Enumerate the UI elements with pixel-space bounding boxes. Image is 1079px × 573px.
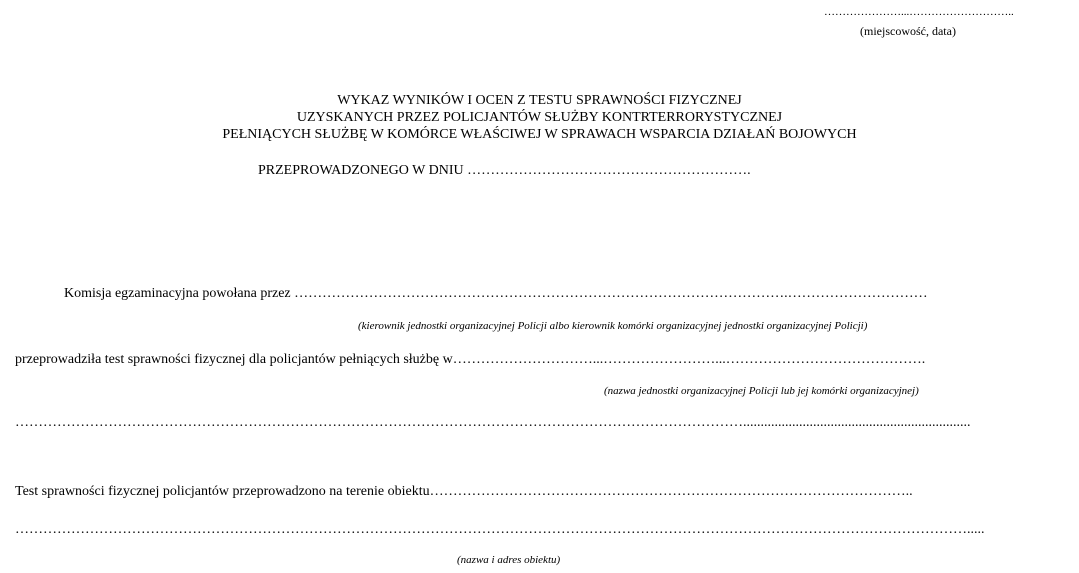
commission-line: Komisja egzaminacyjna powołana przez …………………………………………………………………………………………….………………………… <box>64 286 928 301</box>
document-title-line-2: UZYSKANYCH PRZEZ POLICJANTÓW SŁUŻBY KONTRTERRORYSTYCZNEJ <box>296 110 783 125</box>
document-title-line-1: WYKAZ WYNIKÓW I OCEN Z TESTU SPRAWNOŚCI FIZYCZNEJ <box>337 93 742 108</box>
place-date-field: …………………...……………………….. <box>824 6 1014 18</box>
document-title-line-3: PEŁNIĄCYCH SŁUŻBĘ W KOMÓRCE WŁAŚCIWEJ W SPRAWACH WSPARCIA DZIAŁAŃ BOJOWYCH <box>222 127 857 142</box>
place-date-label: (miejscowość, data) <box>860 24 956 38</box>
unit-hint: (nazwa jednostki organizacyjnej Policji lub jej komórki organizacyjnej) <box>604 385 919 397</box>
object-hint: (nazwa i adres obiektu) <box>457 554 561 566</box>
unit-continuation-line: …………………………………………………………………………………………………………………………………………................................................................. <box>15 415 971 430</box>
unit-line: przeprowadziła test sprawności fizycznej dla policjantów pełniących służbę w…………………………...……………………...……………………………………. <box>15 352 926 367</box>
test-date-line: PRZEPROWADZONEGO W DNIU ……………………………………………………. <box>258 163 751 178</box>
object-line: Test sprawności fizycznej policjantów przeprowadzono na terenie obiektu………………………………………………………………………………………….. <box>15 484 913 499</box>
commission-hint: (kierownik jednostki organizacyjnej Policji albo kierownik komórki organizacyjnej jednostki organizacyjnej Policji) <box>358 320 868 332</box>
object-continuation-line: ……………………………………………………………………………………………………………………………………………………………………………………..... <box>15 522 985 537</box>
